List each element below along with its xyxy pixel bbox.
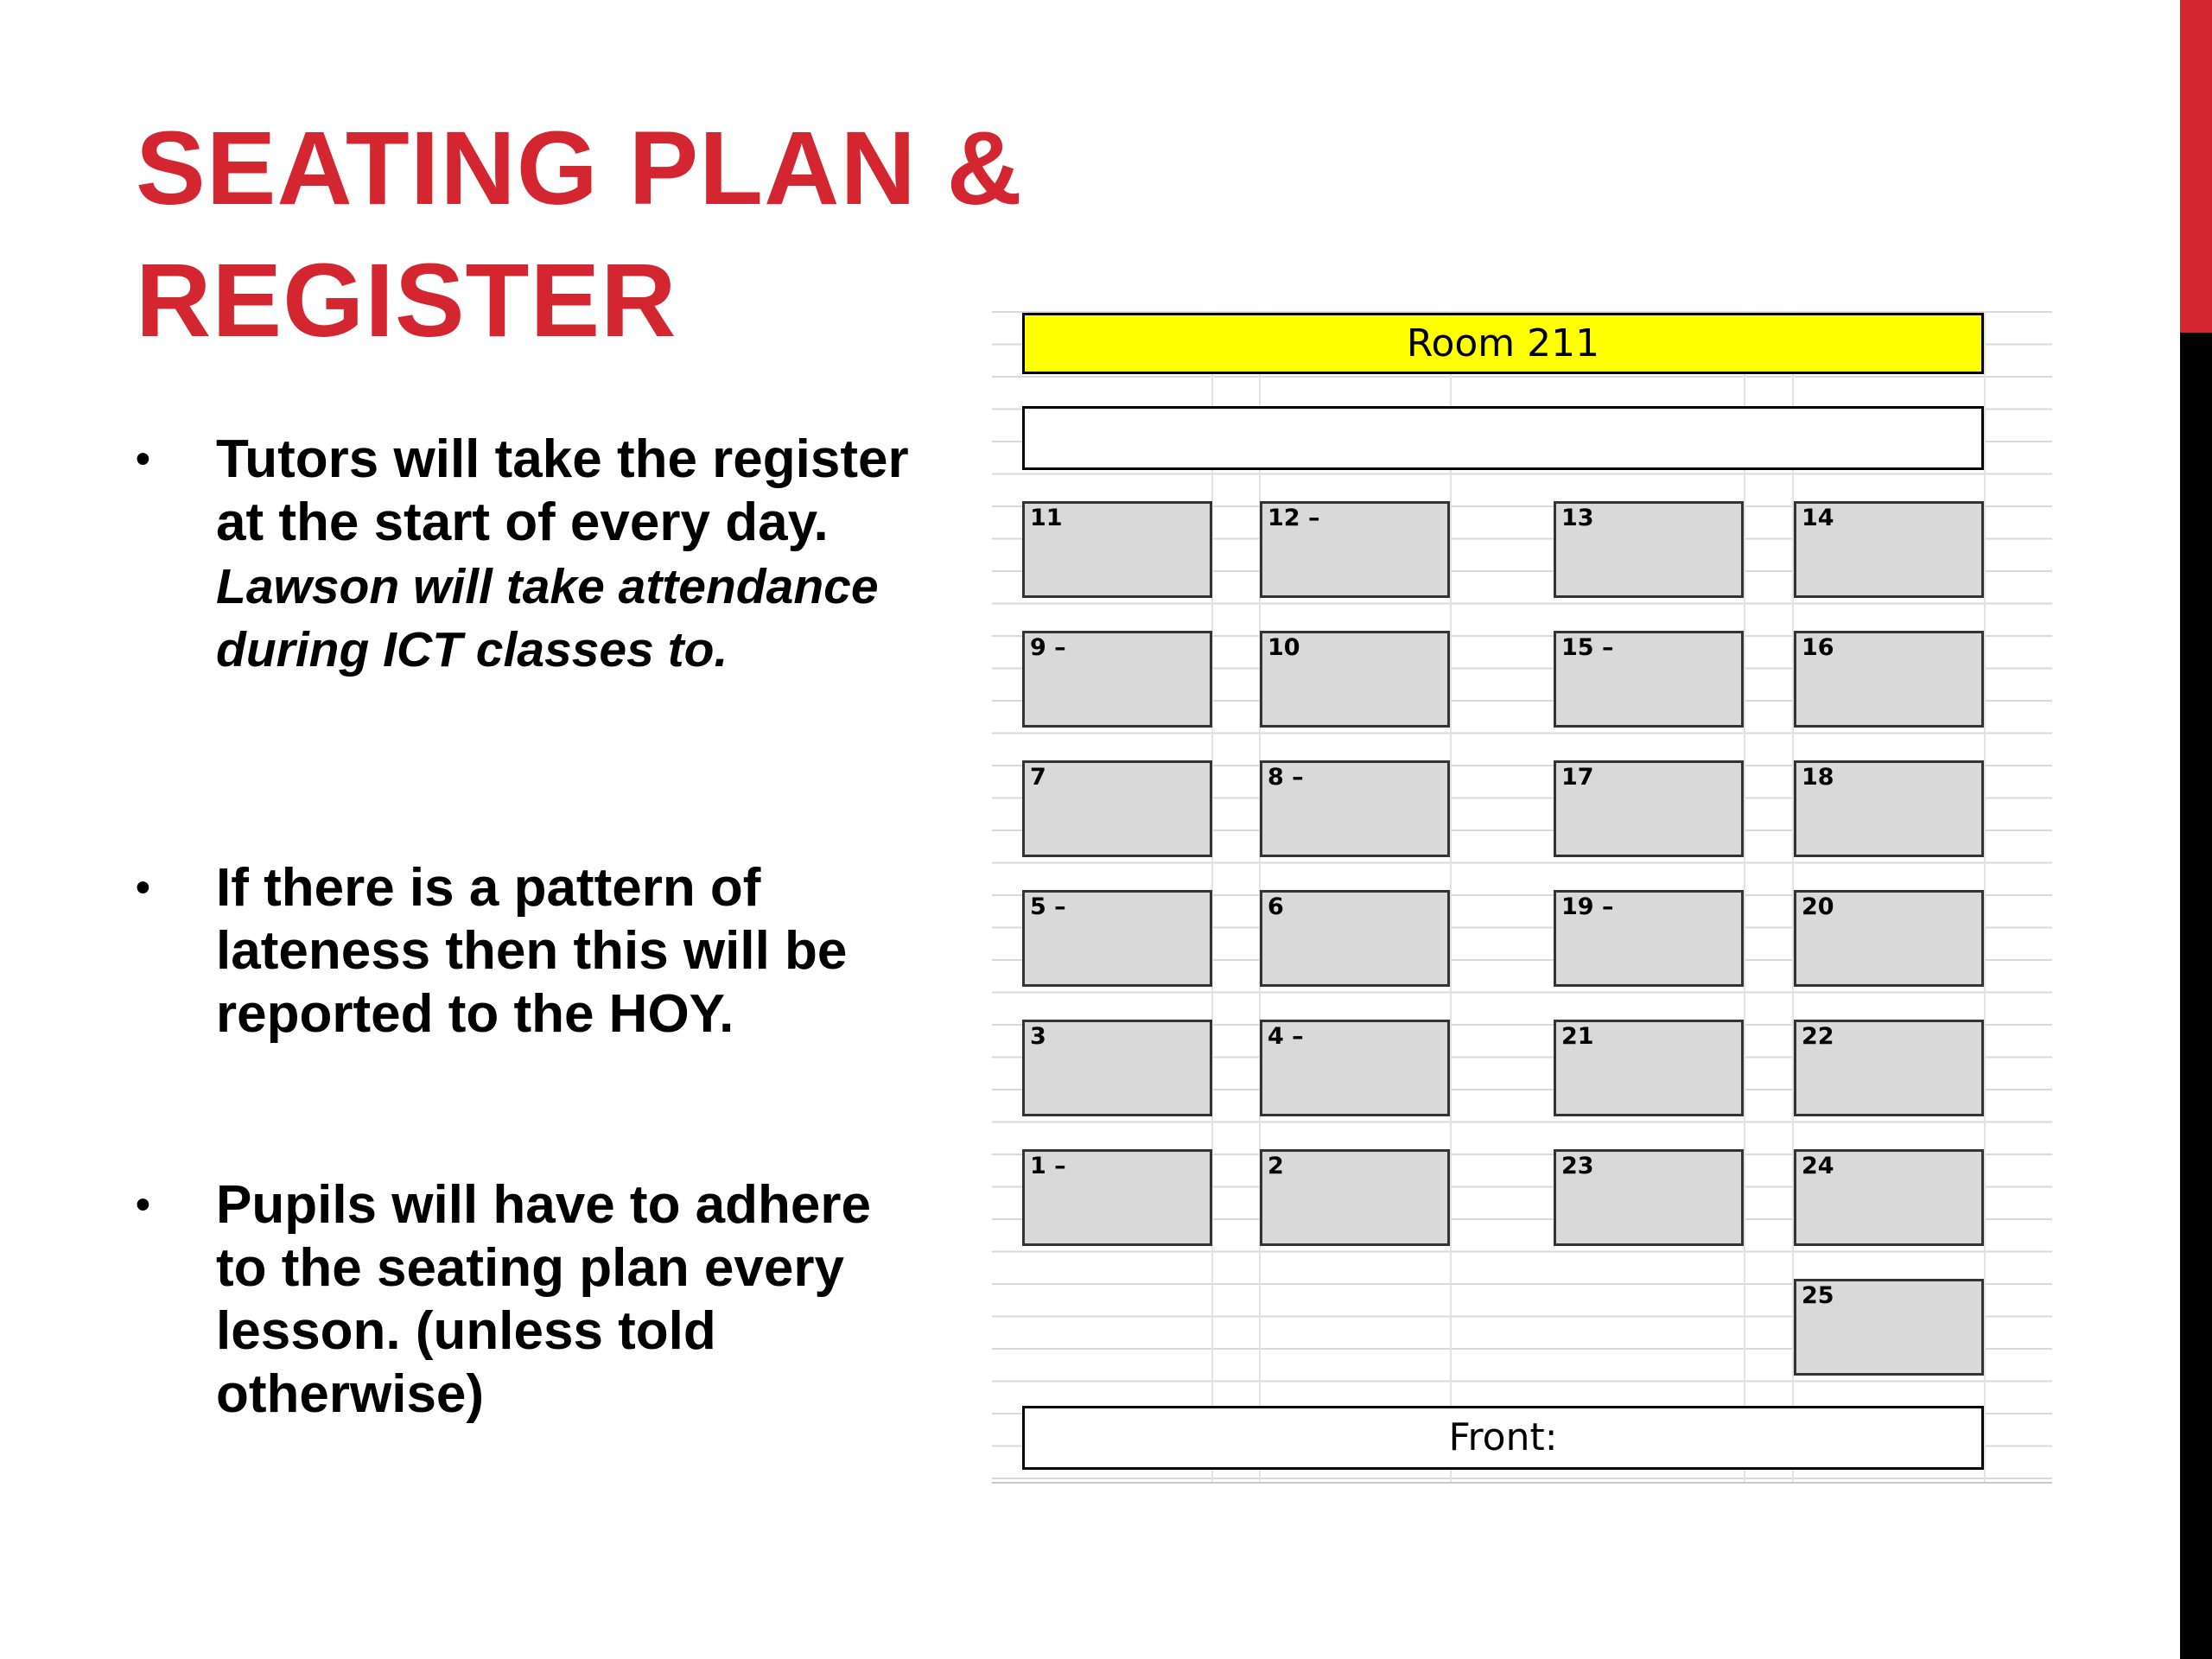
seat-desk: 12 – bbox=[1260, 501, 1450, 598]
seat-desk: 11 bbox=[1022, 501, 1212, 598]
seat-desk: 17 bbox=[1554, 760, 1744, 857]
blank-row bbox=[1022, 406, 1984, 470]
seat-desk: 25 bbox=[1794, 1279, 1984, 1376]
seat-desk: 7 bbox=[1022, 760, 1212, 857]
seat-desk: 19 – bbox=[1554, 890, 1744, 987]
seat-desk: 14 bbox=[1794, 501, 1984, 598]
bullet-item bbox=[136, 856, 931, 1046]
seat-desk: 23 bbox=[1554, 1149, 1744, 1246]
seat-desk: 1 – bbox=[1022, 1149, 1212, 1246]
grid-line bbox=[1450, 311, 1452, 1482]
seat-desk: 21 bbox=[1554, 1020, 1744, 1116]
seating-plan bbox=[992, 311, 2052, 1484]
seat-desk: 8 – bbox=[1260, 760, 1450, 857]
seat-desk: 10 bbox=[1260, 631, 1450, 728]
bullet-text: Tutors will take the register at the start of every day. bbox=[216, 429, 909, 552]
seat-desk: 18 bbox=[1794, 760, 1984, 857]
seat-desk: 9 – bbox=[1022, 631, 1212, 728]
room-label: Room 211 bbox=[1022, 313, 1984, 374]
slide-title bbox=[136, 102, 1086, 366]
seat-desk: 2 bbox=[1260, 1149, 1450, 1246]
seat-desk: 15 – bbox=[1554, 631, 1744, 728]
title-line-2: REGISTER bbox=[136, 241, 677, 359]
seat-desk: 22 bbox=[1794, 1020, 1984, 1116]
seat-desk: 5 – bbox=[1022, 890, 1212, 987]
grid-line bbox=[1984, 311, 1986, 1482]
seat-desk: 24 bbox=[1794, 1149, 1984, 1246]
bullet-item bbox=[136, 1173, 931, 1426]
seat-desk: 6 bbox=[1260, 890, 1450, 987]
seat-desk: 4 – bbox=[1260, 1020, 1450, 1116]
grid-line bbox=[1744, 311, 1745, 1482]
accent-bar bbox=[2180, 0, 2212, 333]
bullet-text: Pupils will have to adhere to the seating plan every lesson. (unless told otherwise) bbox=[216, 1175, 871, 1424]
bullet-text: If there is a pattern of lateness then this will be reported to the HOY. bbox=[216, 858, 848, 1044]
seat-desk: 16 bbox=[1794, 631, 1984, 728]
seat-desk: 20 bbox=[1794, 890, 1984, 987]
side-bar bbox=[2180, 333, 2212, 1659]
title-line-1: SEATING PLAN & bbox=[136, 109, 1023, 226]
bullet-item bbox=[136, 428, 931, 680]
seat-desk: 13 bbox=[1554, 501, 1744, 598]
seat-desk: 3 bbox=[1022, 1020, 1212, 1116]
front-label: Front: bbox=[1022, 1406, 1984, 1470]
bullet-italic-text: Lawson will take attendance during ICT classes to. bbox=[216, 559, 879, 677]
